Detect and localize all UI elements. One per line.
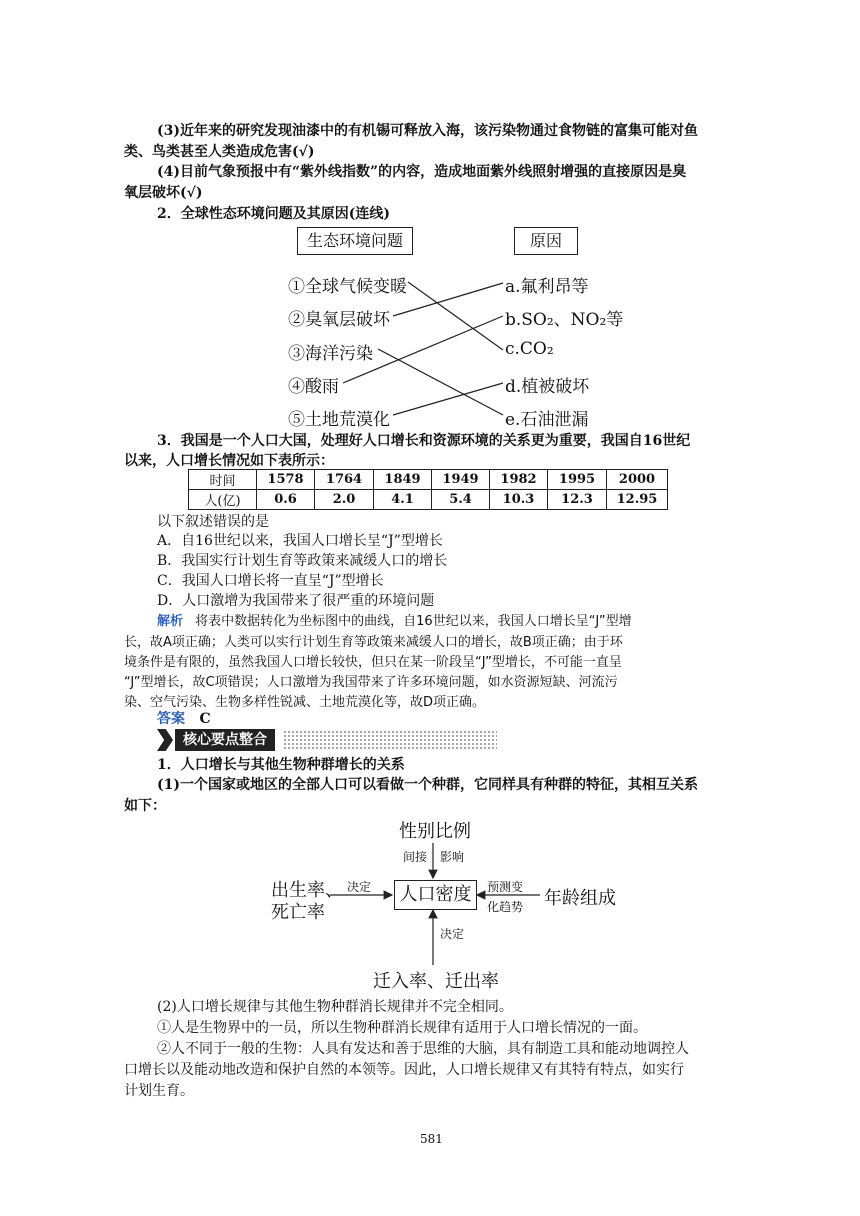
table-cell: 1995 [548, 470, 607, 490]
table-cell: 12.3 [548, 490, 607, 510]
diagram-right: 年龄组成 [544, 888, 616, 909]
cause-a: a.氟利昂等 [505, 277, 589, 297]
analysis-label: 解析 [157, 614, 184, 629]
table-cell: 人(亿) [189, 490, 257, 510]
q3-intro-line2: 以来，人口增长情况如下表所示： [124, 453, 334, 469]
item4-line1: (4)目前气象预报中有“紫外线指数”的内容，造成地面紫外线照射增强的直接原因是臭 [157, 164, 687, 180]
option-b: B．我国实行计划生育等政策来减缓人口的增长 [157, 553, 448, 569]
core-p2-2-line1: ②人不同于一般的生物：人具有发达和善于思维的大脑，具有制造工具和能动地调控人 [157, 1041, 689, 1057]
core-title: 1．人口增长与其他生物种群增长的关系 [157, 757, 405, 773]
analysis-line5: 染、空气污染、生物多样性锐减、土地荒漠化等，故D项正确。 [124, 695, 486, 710]
problem-3: ③海洋污染 [288, 344, 373, 364]
table-cell: 5.4 [432, 490, 490, 510]
cause-b: b.SO₂、NO₂等 [505, 310, 624, 330]
core-p1-line1: (1)一个国家或地区的全部人口可以看做一个种群，它同样具有种群的特征，其相互关系 [157, 777, 698, 793]
bottom-arrow-label: 决定 [440, 927, 465, 941]
table-cell: 1982 [490, 470, 548, 490]
core-p1-line2: 如下： [124, 798, 166, 814]
table-cell: 1764 [315, 470, 374, 490]
banner-title: 核心要点整合 [175, 729, 275, 751]
table-cell: 2.0 [315, 490, 374, 510]
item4-line2: 氧层破坏(√) [124, 185, 203, 201]
analysis-line4: “J”型增长，故C项错误；人口激增为我国带来了许多环境问题，如水资源短缺、河流污 [124, 675, 618, 690]
answer-value: C [199, 711, 211, 727]
right-header: 原因 [529, 231, 562, 250]
analysis-text-1: 将表中数据转化为坐标图中的曲线，自16世纪以来，我国人口增长呈“J”型增 [195, 614, 632, 629]
diagram-left-1: 出生率、 [271, 880, 343, 901]
table-cell: 1849 [374, 470, 432, 490]
analysis-line2: 长，故A项正确；人类可以实行计划生育等政策来减缓人口的增长，故B项正确；由于环 [124, 635, 623, 650]
cause-e: e.石油泄漏 [505, 410, 589, 430]
option-a: A．自16世纪以来，我国人口增长呈“J”型增长 [157, 533, 443, 549]
core-p2-2-line2: 口增长以及能动地改造和保护自然的本领等。因此，人口增长规律又有其特有特点，如实行 [124, 1062, 684, 1078]
left-header: 生态环境问题 [306, 231, 403, 250]
page-number: 581 [420, 1132, 443, 1146]
q3-stem: 以下叙述错误的是 [157, 514, 269, 530]
analysis-line3: 境条件是有限的，虽然我国人口增长较快，但只在某一阶段呈“J”型增长，不可能一直呈 [124, 655, 622, 670]
option-d: D．人口激增为我国带来了很严重的环境问题 [157, 593, 435, 609]
option-c: C．我国人口增长将一直呈“J”型增长 [157, 573, 384, 589]
table-cell: 1578 [257, 470, 315, 490]
table-cell: 0.6 [257, 490, 315, 510]
item3-line1: (3)近年来的研究发现油漆中的有机锡可释放入海，该污染物通过食物链的富集可能对鱼 [157, 123, 698, 139]
diagram-top: 性别比例 [399, 821, 471, 842]
table-cell: 10.3 [490, 490, 548, 510]
diagram-bottom: 迁入率、迁出率 [373, 971, 499, 992]
q3-intro-line1: 3．我国是一个人口大国，处理好人口增长和资源环境的关系更为重要，我国自16世纪 [157, 433, 691, 449]
core-p2: (2)人口增长规律与其他生物种群消长规律并不完全相同。 [157, 999, 513, 1015]
table-cell: 12.95 [607, 490, 668, 510]
top-arrow-label-1: 间接 [403, 850, 428, 864]
top-arrow-label-2: 影响 [440, 850, 465, 864]
problem-2: ②臭氧层破坏 [288, 310, 390, 330]
diagram-left-2: 死亡率 [271, 902, 325, 923]
table-cell: 4.1 [374, 490, 432, 510]
core-p2-2-line3: 计划生育。 [124, 1083, 194, 1099]
cause-c: c.CO₂ [505, 339, 554, 359]
table-cell: 1949 [432, 470, 490, 490]
item3-line2: 类、鸟类甚至人类造成危害(√) [124, 144, 315, 160]
left-arrow-label: 决定 [347, 880, 372, 894]
right-arrow-label-2: 化趋势 [487, 900, 524, 914]
answer-label: 答案 [157, 711, 185, 727]
core-p2-1: ①人是生物界中的一员，所以生物种群消长规律有适用于人口增长情况的一面。 [157, 1020, 647, 1036]
right-arrow-label-1: 预测变 [487, 880, 524, 894]
problem-5: ⑤土地荒漠化 [288, 410, 390, 430]
problem-4: ④酸雨 [288, 377, 339, 397]
cause-d: d.植被破坏 [505, 377, 590, 397]
q2-title: 2．全球性态环境问题及其原因(连线) [157, 206, 390, 222]
table-cell: 时间 [189, 470, 257, 490]
diagram-center: 人口密度 [399, 884, 472, 905]
problem-1: ①全球气候变暖 [288, 277, 407, 297]
table-cell: 2000 [607, 470, 668, 490]
